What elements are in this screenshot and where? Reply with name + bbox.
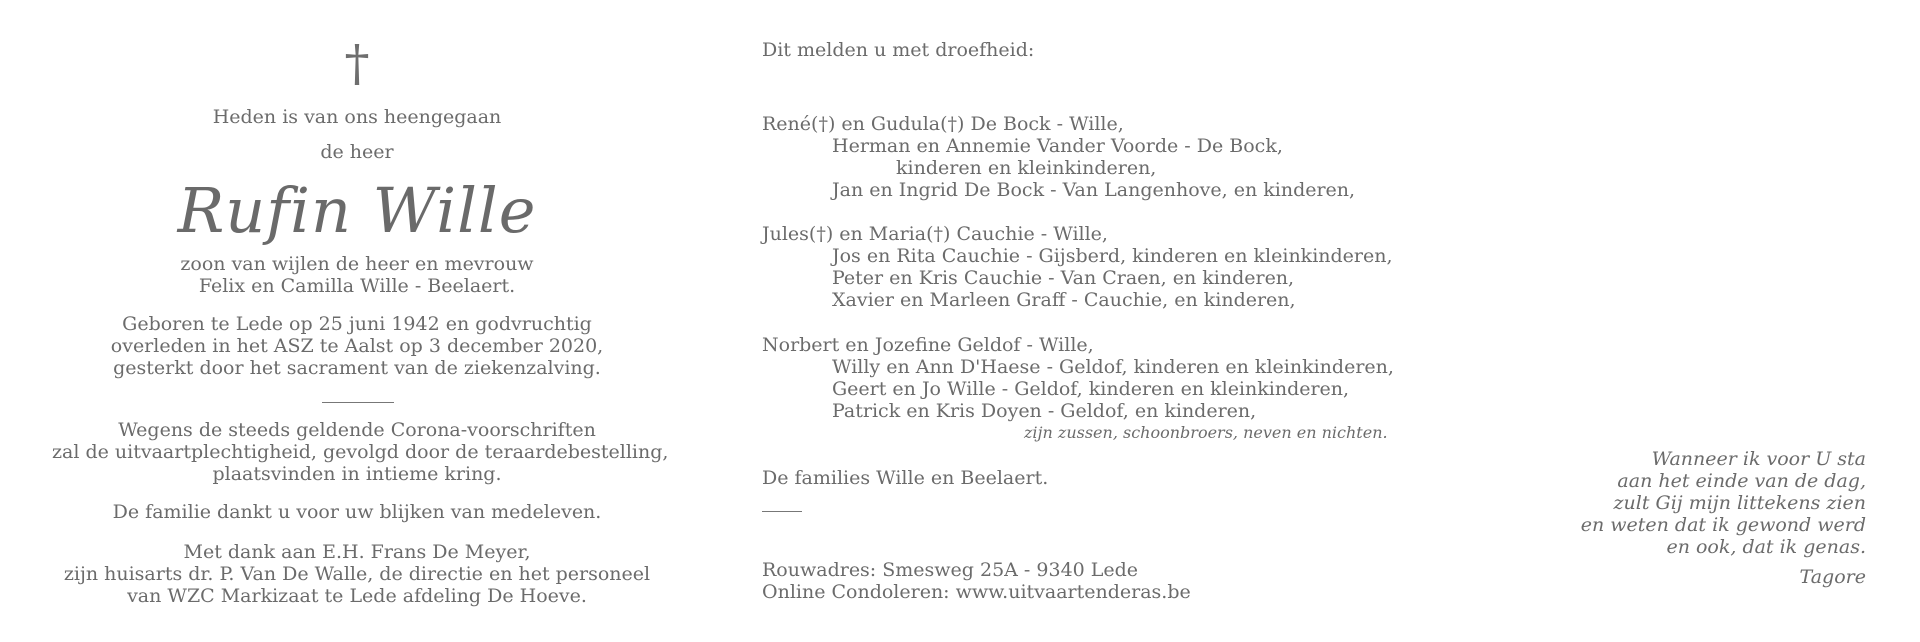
corona-line-1: Wegens de steeds geldende Corona-voorschriften [118,419,596,441]
poem-line-5: en ook, dat ik genas. [1666,536,1866,558]
birth-line-1: Geboren te Lede op 25 juni 1942 en godvruchtig [122,313,592,335]
honorific: de heer [320,141,394,163]
family-group-3-line-c: Patrick en Kris Doyen - Geldof, en kinderen, [832,400,1257,422]
family-group-1-line-a: Herman en Annemie Vander Voorde - De Bock, [832,135,1283,157]
family-thanks: De familie dankt u voor uw blijken van medeleven. [112,501,602,523]
family-group-3-line-d: zijn zussen, schoonbroers, neven en nichten. [1024,423,1388,442]
parents-line-1: zoon van wijlen de heer en mevrouw [180,253,534,275]
families-line: De families Wille en Beelaert. [762,467,1049,489]
thanks-line-3: van WZC Markizaat te Lede afdeling De Hoeve. [127,585,587,607]
poem-line-4: en weten dat ik gewond werd [1580,514,1866,536]
family-group-1-line-c: Jan en Ingrid De Bock - Van Langenhove, en kinderen, [832,179,1356,201]
birth-line-3: gesterkt door het sacrament van de ziekenzalving. [113,357,601,379]
thanks-line-2: zijn huisarts dr. P. Van De Walle, de directie en het personeel [63,563,651,585]
corona-line-3: plaatsvinden in intieme kring. [212,463,502,485]
parents-line-2: Felix en Camilla Wille - Beelaert. [198,275,516,297]
birth-line-2: overleden in het ASZ te Aalst op 3 december 2020, [110,335,604,357]
family-group-2-line-a: Jos en Rita Cauchie - Gijsberd, kinderen en kleinkinderen, [832,245,1393,267]
announcement: Heden is van ons heengegaan [212,106,502,128]
poem-line-2: aan het einde van de dag, [1617,470,1866,492]
divider [762,511,802,512]
corona-line-2: zal de uitvaartplechtigheid, gevolgd door de teraardebestelling, [52,441,669,463]
online-condolence-line: Online Condoleren: www.uitvaartenderas.be [762,581,1191,603]
family-group-2-line-c: Xavier en Marleen Graff - Cauchie, en kinderen, [832,289,1296,311]
cross-icon: † [344,34,370,92]
family-group-1-head: René(†) en Gudula(†) De Bock - Wille, [762,113,1124,135]
intro-text: Dit melden u met droefheid: [762,39,1035,61]
family-group-3-line-a: Willy en Ann D'Haese - Geldof, kinderen en kleinkinderen, [832,356,1394,378]
poem-line-3: zult Gij mijn littekens zien [1613,492,1866,514]
poem-line-1: Wanneer ik voor U sta [1651,448,1866,470]
family-group-3-head: Norbert en Jozefine Geldof - Wille, [762,334,1094,356]
thanks-line-1: Met dank aan E.H. Frans De Meyer, [183,541,531,563]
deceased-name: Rufin Wille [177,174,537,247]
address-line: Rouwadres: Smesweg 25A - 9340 Lede [762,559,1139,581]
family-group-2-head: Jules(†) en Maria(†) Cauchie - Wille, [762,223,1108,245]
family-group-2-line-b: Peter en Kris Cauchie - Van Craen, en kinderen, [832,267,1295,289]
family-group-1-line-b: kinderen en kleinkinderen, [896,157,1157,179]
poem-author: Tagore [1799,566,1866,588]
divider [322,402,394,403]
family-group-3-line-b: Geert en Jo Wille - Geldof, kinderen en kleinkinderen, [832,378,1350,400]
